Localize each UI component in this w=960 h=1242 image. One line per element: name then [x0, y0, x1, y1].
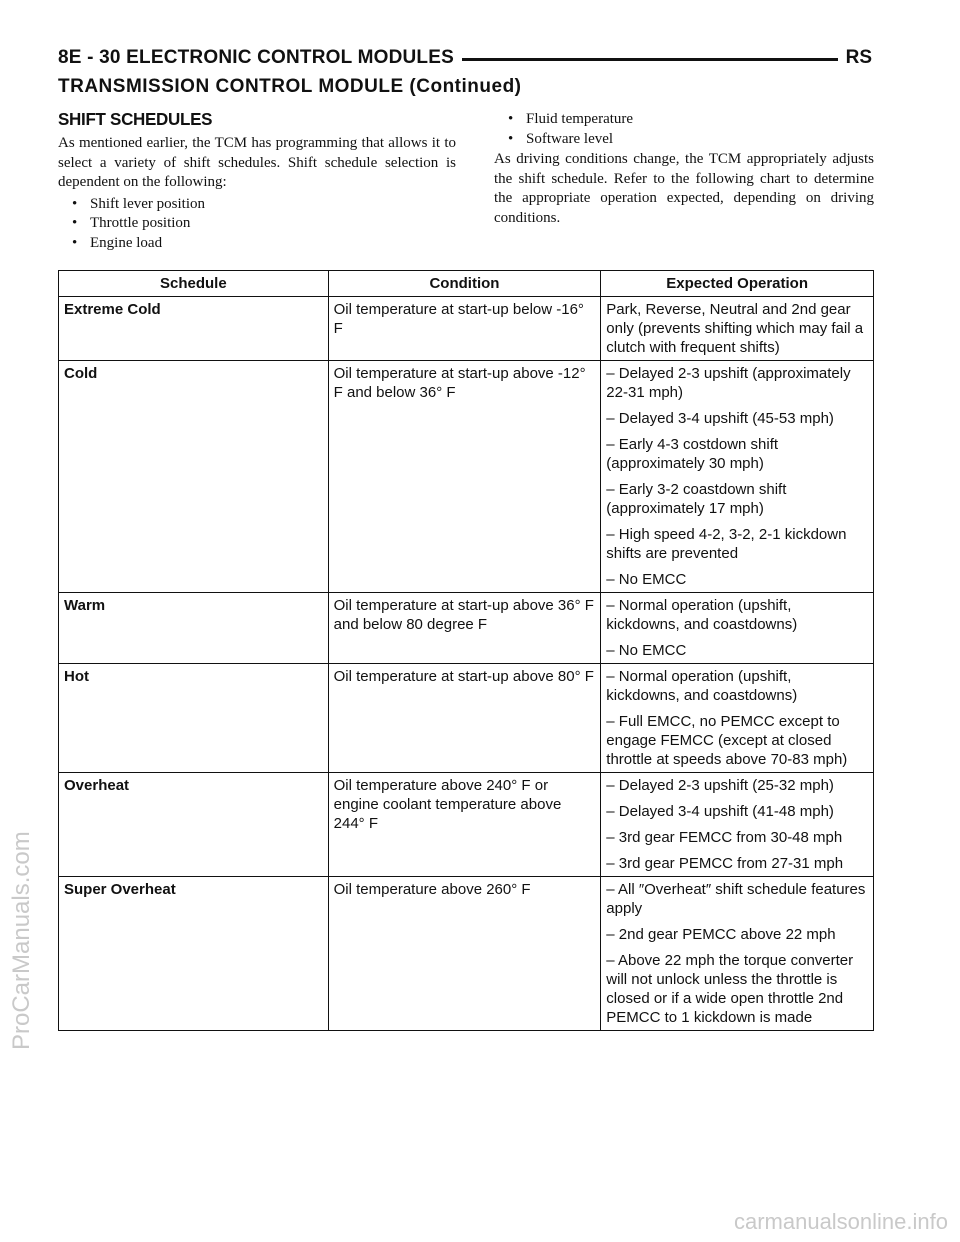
- expected-operation-cell: [601, 297, 874, 361]
- operation-item: – Delayed 3-4 upshift (41-48 mph): [606, 803, 834, 820]
- expected-operation-cell: [601, 593, 874, 664]
- table-row: [59, 877, 874, 1031]
- shift-schedule-table: [58, 270, 874, 1031]
- header-section-label: 8E - 30 ELECTRONIC CONTROL MODULES: [58, 47, 462, 69]
- table-row: [59, 361, 874, 593]
- operation-item: – Normal operation (upshift, kickdowns, and coastdowns): [606, 597, 798, 633]
- driving-conditions-paragraph: As driving conditions change, the TCM appropriately adjusts the shift schedule. Refer to the following chart to determine the appropriate operation expected, depending on driving conditions.: [494, 151, 874, 226]
- column-header-condition: Condition: [328, 271, 601, 297]
- condition-cell: Oil temperature above 240° F or engine coolant temperature above 244° F: [328, 773, 601, 877]
- schedule-cell: Overheat: [59, 773, 329, 877]
- schedule-cell: Hot: [59, 664, 329, 773]
- expected-operation-cell: [601, 664, 874, 773]
- left-column: [58, 110, 456, 253]
- schedule-cell: Super Overheat: [59, 877, 329, 1031]
- operation-item: – 3rd gear FEMCC from 30-48 mph: [606, 829, 843, 846]
- operation-item: – 3rd gear PEMCC from 27-31 mph: [606, 855, 844, 872]
- operation-item: – No EMCC: [606, 642, 687, 659]
- condition-cell: Oil temperature at start-up below -16° F: [328, 297, 601, 361]
- bullet-glyph: •: [508, 130, 514, 147]
- list-item-text: Throttle position: [90, 215, 191, 231]
- bullet-glyph: •: [72, 215, 78, 231]
- intro-paragraph: As mentioned earlier, the TCM has programming that allows it to select a variety of shift schedules. Shift schedule selection is dependent on the following:: [58, 135, 456, 190]
- list-item-text: Shift lever position: [90, 195, 205, 212]
- page-header: [58, 47, 872, 69]
- bullet-glyph: •: [508, 111, 514, 127]
- criteria-list: [58, 195, 456, 254]
- header-manual-code: RS: [838, 47, 872, 69]
- operation-item: – High speed 4-2, 3-2, 2-1 kickdown shifts are prevented: [606, 526, 847, 562]
- operation-item: – Early 3-2 coastdown shift (approximately 17 mph): [606, 481, 787, 517]
- operation-item: – Normal operation (upshift, kickdowns, and coastdowns): [606, 668, 798, 704]
- criteria-list-continued: [494, 110, 874, 149]
- column-header-expected-operation: Expected Operation: [601, 271, 874, 297]
- operation-item: – All ″Overheat″ shift schedule features apply: [606, 881, 866, 917]
- table-row: [59, 664, 874, 773]
- bullet-glyph: •: [72, 195, 78, 212]
- list-item: [508, 130, 874, 150]
- column-header-schedule: Schedule: [59, 271, 329, 297]
- side-watermark: ProCarManuals.com: [8, 831, 35, 1050]
- operation-item: Park, Reverse, Neutral and 2nd gear only (prevents shifting which may fail a clutch with frequent shifts): [606, 301, 864, 356]
- operation-item: – Early 4-3 costdown shift (approximately 30 mph): [606, 436, 779, 472]
- expected-operation-cell: [601, 361, 874, 593]
- section-title: TRANSMISSION CONTROL MODULE (Continued): [58, 76, 522, 97]
- condition-cell: Oil temperature above 260° F: [328, 877, 601, 1031]
- condition-cell: Oil temperature at start-up above 36° F and below 80 degree F: [328, 593, 601, 664]
- operation-item: – 2nd gear PEMCC above 22 mph: [606, 926, 836, 943]
- operation-item: – Delayed 3-4 upshift (45-53 mph): [606, 410, 834, 427]
- schedule-cell: Warm: [59, 593, 329, 664]
- list-item-text: Software level: [526, 130, 614, 147]
- table-row: [59, 773, 874, 877]
- expected-operation-cell: [601, 877, 874, 1031]
- schedule-cell: Cold: [59, 361, 329, 593]
- table-header-row: [59, 271, 874, 297]
- operation-item: – Full EMCC, no PEMCC except to engage FEMCC (except at closed throttle at speeds above 70-83 mph): [606, 713, 848, 768]
- schedule-cell: Extreme Cold: [59, 297, 329, 361]
- operation-item: – Delayed 2-3 upshift (25-32 mph): [606, 777, 834, 794]
- list-item: [72, 214, 456, 234]
- condition-cell: Oil temperature at start-up above 80° F: [328, 664, 601, 773]
- list-item: [508, 110, 874, 130]
- expected-operation-cell: [601, 773, 874, 877]
- operation-item: – Above 22 mph the torque converter will not unlock unless the throttle is closed or if a wide open throttle 2nd PEMCC to 1 kickdown is made: [606, 952, 854, 1026]
- bullet-glyph: •: [72, 234, 78, 251]
- operation-item: – No EMCC: [606, 571, 687, 588]
- table-row: [59, 593, 874, 664]
- table-row: [59, 297, 874, 361]
- list-item: [72, 195, 456, 215]
- subsection-heading: SHIFT SCHEDULES: [58, 109, 213, 130]
- condition-cell: Oil temperature at start-up above -12° F and below 36° F: [328, 361, 601, 593]
- operation-item: – Delayed 2-3 upshift (approximately 22-31 mph): [606, 365, 851, 401]
- list-item-text: Engine load: [90, 234, 163, 251]
- list-item-text: Fluid temperature: [526, 111, 634, 127]
- bottom-watermark: carmanualsonline.info: [733, 1209, 948, 1234]
- list-item: [72, 234, 456, 254]
- right-column: [494, 110, 874, 228]
